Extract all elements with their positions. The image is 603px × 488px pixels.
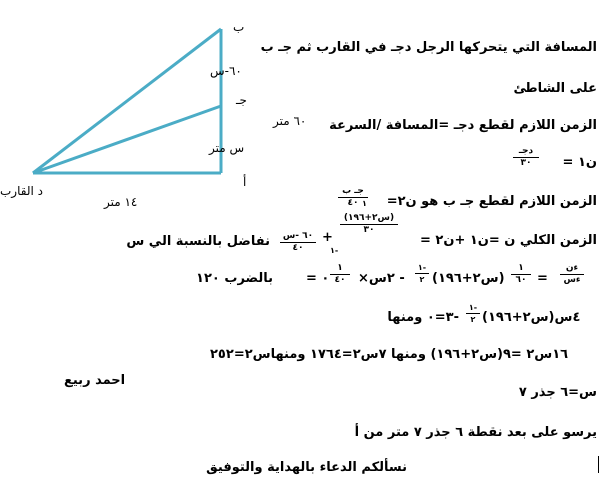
total-time-fraction-2-denominator: ٣٠ [363,225,375,235]
text-line-5: الزمن اللازم لقطع جـ ب هو ن٢= [386,194,597,209]
n1-fraction [513,146,539,169]
text-line-3: الزمن اللازم لقطع دجـ =المسافة /السرعة [329,118,597,133]
text-line-8: ٤س(س٢+١٩٦) [482,310,581,325]
derivative-fraction-1-numerator: ١ [511,263,531,275]
line-8-exponent [466,302,480,325]
n1-fraction-denominator: ٣٠ [520,158,532,168]
text-line-6: الزمن الكلي ن =ن١ +ن٢ = [419,233,597,248]
text-line-10: س=٦ جذر ٧ [518,385,597,400]
total-time-fraction-2 [340,201,398,236]
vertex-top-label: ب [233,20,245,34]
total-time-fraction-1-numerator: ٦٠ -س [280,231,316,243]
total-time-fraction-1-denominator: ٤٠ [292,243,304,253]
plus-sign: + [322,230,333,245]
text-cursor [598,456,599,473]
vertex-boat-label: د القارب [0,184,43,198]
derivative-equals-zero: = ٠ [306,271,330,286]
derivative-fraction-2-denominator: ٤٠ [334,275,346,285]
total-time-fraction-2-numerator: (س٢+١٩٦) [340,213,398,225]
derivative-exponent-denominator: ٢ [419,275,425,284]
base-length-label: ١٤ متر [104,195,138,209]
vertex-bottom-label: أ [243,175,247,189]
n2-fraction-numerator: جـ ب [338,186,368,198]
derivative-middle-term: (س٢+١٩٦) [432,271,505,286]
text-line-2: على الشاطئ [513,81,597,96]
total-time-fraction-1 [280,231,316,254]
derivative-fraction-1 [511,263,531,286]
segment-upper-label: ٦٠-س [210,64,242,78]
differentiate-note: نفاضل بالنسبة الي س [126,234,270,249]
derivative-fraction [560,263,584,286]
derivative-numerator: ءن [560,263,584,275]
line-boat-mid [33,106,221,173]
line-boat-top [33,29,221,173]
derivative-fraction-2 [330,263,350,286]
side-total-label: ٦٠ متر [273,114,307,128]
text-line-1: المسافة التي يتحركها الرجل دجـ في القارب ثم جـ ب [260,40,597,55]
derivative-exponent [415,262,429,285]
text-line-11: يرسو على بعد نقطة ٦ جذر ٧ متر من أ [354,425,597,440]
n2-fraction-denominator: ٤٠ [347,198,359,208]
n1-fraction-numerator: دجـ [513,146,539,158]
multiply-note: بالضرب ١٢٠ [196,271,273,286]
derivative-fraction-2-numerator: ١ [330,263,350,275]
n1-equation-label: ن١ = [562,155,597,170]
total-time-den-exponent: ١- [330,246,339,255]
author-name: احمد ربيع [64,373,126,388]
line-8-exponent-numerator: ١- [466,302,480,314]
segment-lower-label: س متر [209,141,245,155]
derivative-denominator: ءس [563,275,581,285]
text-line-12: نسألكم الدعاء بالهداية والتوفيق [206,460,407,475]
derivative-middle-tail: ×٢س - [358,271,405,286]
text-line-9: ١٦س٢ =٩(س٢+١٩٦) ومنها ٧س٢=١٧٦٤ ومنهاس٢=٢٥٢ [210,347,569,362]
line-8-exponent-denominator: ٢ [470,315,476,324]
derivative-exponent-numerator: ١- [415,262,429,274]
total-time-exponent-num: ١ [362,199,367,208]
vertex-mid-label: جـ [236,93,247,107]
line-8-tail: -٣=٠ ومنها [387,310,459,325]
derivative-fraction-1-denominator: ٦٠ [515,275,527,285]
equals-sign: = [537,271,548,286]
